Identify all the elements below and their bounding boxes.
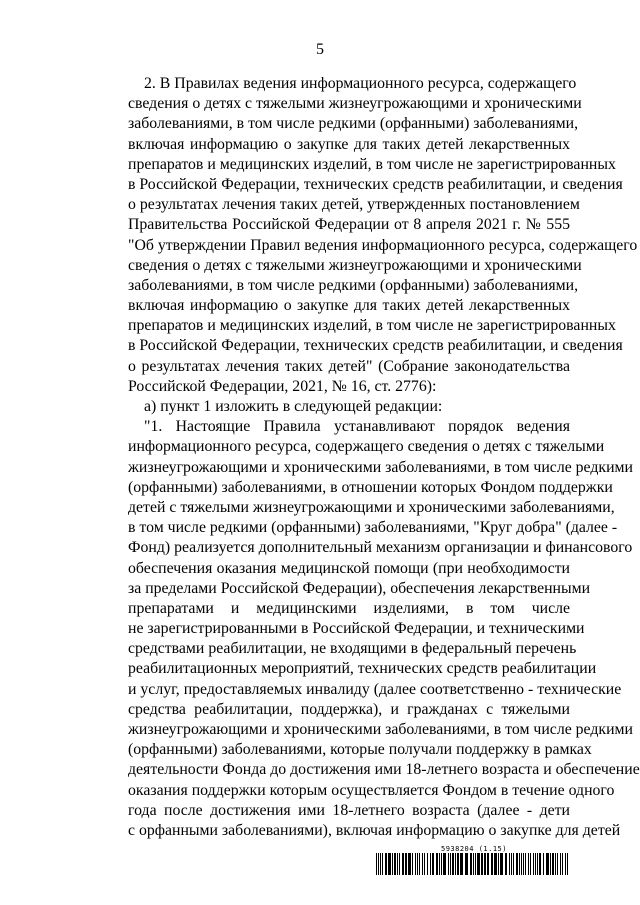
text-line: оказания поддержки которым осуществляется Фондом в течение одного (128, 781, 615, 799)
text-line: реабилитационных мероприятий, технических средств реабилитации (128, 660, 597, 678)
text-line: средства реабилитации, поддержка), и гражданах с тяжелыми (128, 700, 570, 718)
text-line: детей с тяжелыми жизнеугрожающими и хроническими заболеваниями, (128, 498, 615, 516)
text-line: о результатах лечения таких детей" (Собрание законодательства (128, 357, 570, 375)
text-line: информационного ресурса, содержащего сведения о детях с тяжелыми (128, 438, 605, 456)
barcode-number: 5938204 (1.15) (440, 845, 507, 853)
text-line: жизнеугрожающими и хроническими заболеваниями, в том числе редкими (128, 721, 633, 738)
text-line: сведения о детях с тяжелыми жизнеугрожающими и хроническими (128, 95, 582, 113)
barcode-block (376, 845, 572, 875)
text-line: включая информацию о закупке для таких детей лекарственных (128, 135, 570, 153)
text-line: за пределами Российской Федерации), обеспечения лекарственными (128, 579, 591, 597)
text-line: Фонд) реализуется дополнительный механизм организации и финансового (128, 539, 633, 557)
text-line: препаратов и медицинских изделий, в том числе не зарегистрированных (128, 155, 616, 173)
text-line: (орфанными) заболеваниями, которые получали поддержку в рамках (128, 741, 592, 759)
text-line: не зарегистрированными в Российской Федерации, и техническими (128, 620, 585, 638)
text-line: "Об утверждении Правил ведения информационного ресурса, содержащего (128, 236, 638, 254)
text-line: включая информацию о закупке для таких детей лекарственных (128, 297, 570, 315)
text-line: деятельности Фонда до достижения ими 18-летнего возраста и обеспечение (128, 761, 640, 779)
text-line: 2. В Правилах ведения информационного ресурса, содержащего (144, 75, 577, 92)
text-line: Российской Федерации, 2021, № 16, ст. 2776): (128, 377, 437, 395)
text-line: сведения о детях с тяжелыми жизнеугрожающими и хроническими (128, 256, 582, 274)
text-line: обеспечения оказания медицинской помощи (при необходимости (128, 559, 570, 577)
text-line: в Российской Федерации, технических средств реабилитации, и сведения (128, 337, 623, 355)
text-line: и услуг, предоставляемых инвалиду (далее соответственно - технические (128, 680, 622, 698)
text-line: препаратами и медицинскими изделиями, в том числе (128, 599, 570, 617)
barcode-image (376, 853, 572, 875)
text-line: препаратов и медицинских изделий, в том числе не зарегистрированных (128, 317, 616, 335)
text-line: с орфанными заболеваниями), включая информацию о закупке для детей (128, 821, 621, 839)
text-line: "1. Настоящие Правила устанавливают порядок ведения (144, 418, 570, 436)
text-line: а) пункт 1 изложить в следующей редакции: (144, 398, 443, 415)
text-line: (орфанными) заболеваниями, в отношении которых Фондом поддержки (128, 478, 613, 496)
text-line: года после достижения ими 18-летнего возраста (далее - дети (128, 801, 570, 819)
text-line: заболеваниями, в том числе редкими (орфанными) заболеваниями, (128, 276, 579, 294)
text-line: средствами реабилитации, не входящими в федеральный перечень (128, 640, 577, 658)
text-line: жизнеугрожающими и хроническими заболеваниями, в том числе редкими (128, 458, 633, 476)
page-number: 5 (316, 41, 324, 58)
text-line: в Российской Федерации, технических средств реабилитации, и сведения (128, 175, 623, 193)
text-line: заболеваниями, в том числе редкими (орфанными) заболеваниями, (128, 115, 579, 133)
text-line: о результатах лечения таких детей, утвержденных постановлением (128, 196, 580, 214)
document-body (128, 74, 640, 841)
text-line: Правительства Российской Федерации от 8 апреля 2021 г. № 555 (128, 216, 570, 234)
text-line: в том числе редкими (орфанными) заболеваниями, "Круг добра" (далее - (128, 519, 618, 537)
